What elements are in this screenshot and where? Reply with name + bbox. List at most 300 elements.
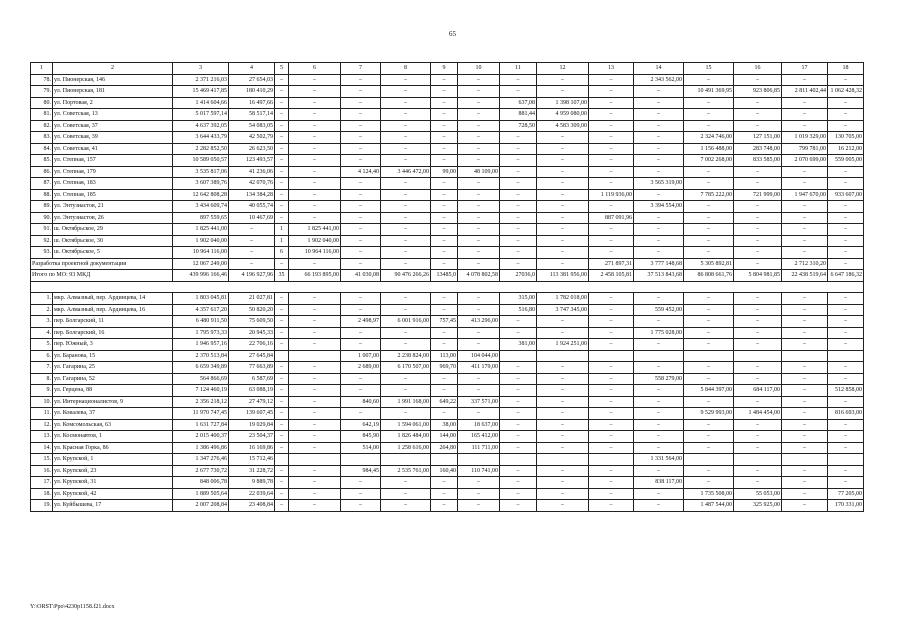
table-cell: – xyxy=(500,408,537,420)
table-cell: – xyxy=(734,316,782,328)
table-cell: – xyxy=(734,74,782,86)
table-cell: – xyxy=(734,339,782,351)
table-cell: – xyxy=(782,419,828,431)
table-cell: 1 414 604,66 xyxy=(173,97,229,109)
table-cell: 2 238 824,00 xyxy=(381,350,431,362)
table-cell: – xyxy=(734,396,782,408)
table-cell: 3 535 817,06 xyxy=(173,166,229,178)
table-cell: 27036,0 xyxy=(500,270,537,282)
table-cell: – xyxy=(458,247,500,259)
table-cell: 3 777 148,68 xyxy=(634,258,684,270)
table-cell: – xyxy=(275,362,289,374)
design-docs-row xyxy=(31,258,864,270)
table-cell: – xyxy=(589,247,634,259)
table-cell: – xyxy=(634,166,684,178)
table-cell: – xyxy=(782,442,828,454)
table-cell: – xyxy=(684,178,734,190)
table-cell: – xyxy=(431,385,458,397)
table-cell: 11. xyxy=(31,408,53,420)
table-cell: – xyxy=(500,247,537,259)
table-cell: – xyxy=(341,339,381,351)
table-cell: – xyxy=(458,74,500,86)
table-cell: – xyxy=(275,488,289,500)
table-cell: – xyxy=(589,362,634,374)
table-cell: – xyxy=(229,224,275,236)
table-cell: – xyxy=(381,304,431,316)
table-cell: – xyxy=(782,201,828,213)
table-cell: – xyxy=(500,86,537,98)
table-cell xyxy=(341,454,381,466)
table-cell: 840,60 xyxy=(341,396,381,408)
table-cell: 48 109,00 xyxy=(458,166,500,178)
table-cell: 637,08 xyxy=(500,97,537,109)
table-cell: 1 386 496,86 xyxy=(173,442,229,454)
table-cell: – xyxy=(500,419,537,431)
table-cell: – xyxy=(381,385,431,397)
footer-file-path: Y:\ORST\Ppo\4230p1158.f21.docx xyxy=(30,604,115,610)
table-cell: – xyxy=(458,189,500,201)
table-row xyxy=(31,155,864,167)
table-cell: – xyxy=(634,488,684,500)
table-cell: 15. xyxy=(31,454,53,466)
table-cell: – xyxy=(289,500,341,512)
page-number: 65 xyxy=(449,30,456,38)
table-cell: – xyxy=(684,74,734,86)
table-cell: – xyxy=(289,120,341,132)
table-cell: – xyxy=(458,86,500,98)
table-cell: – xyxy=(684,373,734,385)
table-cell: – xyxy=(828,120,864,132)
table-cell: 110 741,00 xyxy=(458,465,500,477)
table-row xyxy=(31,373,864,385)
table-cell: 15 469 417,85 xyxy=(173,86,229,98)
table-cell: – xyxy=(500,362,537,374)
table-cell: – xyxy=(734,431,782,443)
table-cell: 18 xyxy=(828,63,864,75)
table-cell: ул. Степная, 183 xyxy=(53,178,173,190)
table-cell: 58 517,14 xyxy=(229,109,275,121)
table-cell: – xyxy=(782,235,828,247)
table-cell: – xyxy=(828,235,864,247)
table-cell: 113,00 xyxy=(431,350,458,362)
header-row xyxy=(31,63,864,75)
table-cell: – xyxy=(289,189,341,201)
table-cell: – xyxy=(782,396,828,408)
table-cell: 11 970 747,45 xyxy=(173,408,229,420)
table-cell: – xyxy=(828,442,864,454)
table-cell: 2 370 513,84 xyxy=(173,350,229,362)
table-cell: 2 458 105,81 xyxy=(589,270,634,282)
table-cell: – xyxy=(381,408,431,420)
table-cell: 18. xyxy=(31,488,53,500)
table-cell: 41 236,06 xyxy=(229,166,275,178)
table-cell: – xyxy=(634,442,684,454)
table-cell: 180 410,29 xyxy=(229,86,275,98)
table-cell: 12 067 249,00 xyxy=(173,258,229,270)
table-cell: 1 062 428,32 xyxy=(828,86,864,98)
table-cell: – xyxy=(500,316,537,328)
table-cell: 315,00 xyxy=(500,293,537,305)
table-row xyxy=(31,132,864,144)
table-cell: 6 480 911,50 xyxy=(173,316,229,328)
table-cell: – xyxy=(500,488,537,500)
table-cell: Итого по МО: 93 МКД xyxy=(31,270,173,282)
table-cell: – xyxy=(500,442,537,454)
table-cell: – xyxy=(828,224,864,236)
table-cell: 881,44 xyxy=(500,109,537,121)
table-cell: 887 091,96 xyxy=(589,212,634,224)
table-cell: 512 858,00 xyxy=(828,385,864,397)
table-cell xyxy=(537,454,589,466)
table-cell: – xyxy=(684,224,734,236)
table-cell: – xyxy=(431,304,458,316)
table-cell: – xyxy=(341,97,381,109)
table-cell: 31 228,72 xyxy=(229,465,275,477)
table-cell: 92. xyxy=(31,235,53,247)
table-row xyxy=(31,408,864,420)
table-cell: 27 479,12 xyxy=(229,396,275,408)
table-cell: – xyxy=(684,316,734,328)
table-cell: – xyxy=(458,97,500,109)
table-cell: – xyxy=(275,258,289,270)
table-cell: – xyxy=(782,178,828,190)
table-cell: – xyxy=(458,224,500,236)
table-cell: 264,80 xyxy=(431,442,458,454)
table-cell: – xyxy=(289,178,341,190)
table-cell: 10. xyxy=(31,396,53,408)
table-row xyxy=(31,143,864,155)
table-cell: – xyxy=(431,500,458,512)
table-cell xyxy=(431,454,458,466)
table-cell: 42 070,76 xyxy=(229,178,275,190)
table-cell: – xyxy=(589,166,634,178)
table-cell: – xyxy=(589,304,634,316)
table-cell: – xyxy=(537,488,589,500)
table-cell: – xyxy=(634,189,684,201)
table-cell: – xyxy=(828,201,864,213)
table-cell: – xyxy=(828,258,864,270)
table-cell: – xyxy=(537,385,589,397)
table-cell: 90 476 266,26 xyxy=(381,270,431,282)
table-cell: 8 xyxy=(381,63,431,75)
table-cell: – xyxy=(431,339,458,351)
table-cell: 6 xyxy=(289,63,341,75)
table-cell: – xyxy=(828,304,864,316)
table-cell: – xyxy=(734,247,782,259)
table-cell: 1 594 061,00 xyxy=(381,419,431,431)
table-cell: – xyxy=(289,201,341,213)
table-row xyxy=(31,396,864,408)
table-cell: 2 535 761,00 xyxy=(381,465,431,477)
table-cell: – xyxy=(782,465,828,477)
table-cell: – xyxy=(381,132,431,144)
table-cell: – xyxy=(734,178,782,190)
table-cell: – xyxy=(341,132,381,144)
table-cell: 6 659 349,89 xyxy=(173,362,229,374)
table-cell: – xyxy=(431,477,458,489)
table-cell: – xyxy=(589,293,634,305)
table-cell: – xyxy=(431,293,458,305)
table-cell: 7. xyxy=(31,362,53,374)
table-cell: 2 689,00 xyxy=(341,362,381,374)
table-cell: – xyxy=(289,408,341,420)
table-cell: – xyxy=(537,500,589,512)
table-cell: 1 991 168,00 xyxy=(381,396,431,408)
table-cell: 22 039,64 xyxy=(229,488,275,500)
table-cell: – xyxy=(589,419,634,431)
table-cell: 22 438 519,64 xyxy=(782,270,828,282)
table-cell: – xyxy=(381,477,431,489)
table-cell: 5 xyxy=(275,63,289,75)
table-cell: – xyxy=(381,143,431,155)
table-cell: – xyxy=(341,235,381,247)
table-cell: 933 607,00 xyxy=(828,189,864,201)
table-cell: – xyxy=(431,132,458,144)
table-cell: – xyxy=(275,304,289,316)
table-cell: – xyxy=(341,201,381,213)
table-cell: 1 019 329,00 xyxy=(782,132,828,144)
table-cell xyxy=(289,454,341,466)
table-row xyxy=(31,362,864,374)
table-cell: – xyxy=(828,419,864,431)
table-row xyxy=(31,247,864,259)
table-cell: 1 775 028,00 xyxy=(634,327,684,339)
table-cell: – xyxy=(381,212,431,224)
table-cell: 15 712,46 xyxy=(229,454,275,466)
table-cell: 123 493,57 xyxy=(229,155,275,167)
table-cell: ул. Советская, 13 xyxy=(53,109,173,121)
table-cell: ул. Гагарина, 25 xyxy=(53,362,173,374)
table-cell: 439 996 166,46 xyxy=(173,270,229,282)
table-cell: 514,00 xyxy=(341,442,381,454)
table-cell: 7 xyxy=(341,63,381,75)
table-cell: – xyxy=(289,419,341,431)
table-row xyxy=(31,293,864,305)
table-row xyxy=(31,304,864,316)
table-cell: – xyxy=(589,201,634,213)
table-row xyxy=(31,500,864,512)
table-cell: – xyxy=(589,396,634,408)
table-cell: – xyxy=(381,97,431,109)
table-cell: – xyxy=(431,143,458,155)
table-cell: ул. Баранова, 15 xyxy=(53,350,173,362)
table-cell: 3. xyxy=(31,316,53,328)
table-cell: 2 007 208,84 xyxy=(173,500,229,512)
table-cell: – xyxy=(734,304,782,316)
table-cell: 38,00 xyxy=(431,419,458,431)
table-cell: 838 117,00 xyxy=(634,477,684,489)
table-cell: – xyxy=(275,316,289,328)
table-row xyxy=(31,166,864,178)
table-cell: – xyxy=(734,166,782,178)
table-cell: 7 124 460,19 xyxy=(173,385,229,397)
table-cell: – xyxy=(458,500,500,512)
table-cell: 78. xyxy=(31,74,53,86)
table-cell: – xyxy=(275,327,289,339)
table-cell: 3 644 433,79 xyxy=(173,132,229,144)
table-cell: – xyxy=(381,235,431,247)
table-cell: 411 179,00 xyxy=(458,362,500,374)
table-cell: – xyxy=(734,293,782,305)
table-cell: 127 151,00 xyxy=(734,132,782,144)
table-cell: 1 825 441,00 xyxy=(173,224,229,236)
table-cell: 83. xyxy=(31,132,53,144)
table-row xyxy=(31,385,864,397)
table-cell: 14. xyxy=(31,442,53,454)
table-cell: – xyxy=(289,488,341,500)
table-cell: 1 484 454,00 xyxy=(734,408,782,420)
table-cell: – xyxy=(341,86,381,98)
table-cell: 1 xyxy=(275,224,289,236)
table-cell: – xyxy=(289,327,341,339)
table-cell: 89. xyxy=(31,201,53,213)
table-cell: – xyxy=(289,143,341,155)
table-cell: 2 498,97 xyxy=(341,316,381,328)
table-cell: – xyxy=(828,477,864,489)
table-cell: – xyxy=(341,247,381,259)
table-cell: ул. Крупской, 1 xyxy=(53,454,173,466)
table-cell: – xyxy=(500,373,537,385)
table-cell: 1 902 040,00 xyxy=(289,235,341,247)
table-cell: – xyxy=(275,86,289,98)
table-cell: 3 434 609,74 xyxy=(173,201,229,213)
table-cell: – xyxy=(289,339,341,351)
table-cell: 87. xyxy=(31,178,53,190)
table-row xyxy=(31,212,864,224)
table-cell: 10 xyxy=(458,63,500,75)
table-cell: 77 663,89 xyxy=(229,362,275,374)
table-cell: – xyxy=(589,408,634,420)
table-cell: 4 357 617,20 xyxy=(173,304,229,316)
table-cell: – xyxy=(828,293,864,305)
table-cell: – xyxy=(634,86,684,98)
table-cell: – xyxy=(634,362,684,374)
table-row xyxy=(31,178,864,190)
table-cell: – xyxy=(500,212,537,224)
table-cell: – xyxy=(537,155,589,167)
table-cell: – xyxy=(381,74,431,86)
table-cell: – xyxy=(828,178,864,190)
table-cell: 1 007,00 xyxy=(341,350,381,362)
table-cell: 1 487 544,00 xyxy=(684,500,734,512)
table-cell: 1 156 488,00 xyxy=(684,143,734,155)
table-cell: – xyxy=(381,109,431,121)
table-row xyxy=(31,189,864,201)
table-cell: 144,00 xyxy=(431,431,458,443)
table-row xyxy=(31,477,864,489)
table-cell: – xyxy=(458,488,500,500)
table-cell: – xyxy=(634,465,684,477)
table-cell: – xyxy=(634,500,684,512)
table-cell: – xyxy=(782,431,828,443)
table-cell: 1 924 251,00 xyxy=(537,339,589,351)
table-cell: – xyxy=(782,304,828,316)
table-cell: – xyxy=(782,293,828,305)
table-cell: – xyxy=(381,258,431,270)
table-cell: 3 446 472,00 xyxy=(381,166,431,178)
table-cell: – xyxy=(431,97,458,109)
table-cell: – xyxy=(289,304,341,316)
table-cell: – xyxy=(341,408,381,420)
table-cell: 1 803 045,81 xyxy=(173,293,229,305)
table-cell: – xyxy=(289,293,341,305)
table-cell: ул. Красная Горка, 86 xyxy=(53,442,173,454)
table-cell: – xyxy=(275,477,289,489)
table-cell: – xyxy=(289,373,341,385)
table-cell: – xyxy=(828,109,864,121)
table-cell: мкр. Алмазный, пер. Ардинцева, 16 xyxy=(53,304,173,316)
table-cell: – xyxy=(734,442,782,454)
table-row xyxy=(31,431,864,443)
table-cell: – xyxy=(782,373,828,385)
table-cell: 99,00 xyxy=(431,166,458,178)
data-table xyxy=(30,62,864,512)
table-cell: – xyxy=(500,235,537,247)
table-cell: 40 055,74 xyxy=(229,201,275,213)
table-cell: – xyxy=(341,385,381,397)
table-cell: – xyxy=(500,189,537,201)
table-cell: – xyxy=(289,166,341,178)
table-cell: ул. Портовая, 2 xyxy=(53,97,173,109)
table-cell: – xyxy=(634,109,684,121)
table-cell: 10 589 050,57 xyxy=(173,155,229,167)
table-cell xyxy=(734,350,782,362)
table-cell: 165 412,00 xyxy=(458,431,500,443)
table-cell xyxy=(782,454,828,466)
table-cell: 17 xyxy=(782,63,828,75)
table-cell: – xyxy=(275,155,289,167)
table-cell: 41 030,08 xyxy=(341,270,381,282)
table-cell: – xyxy=(431,373,458,385)
table-cell: 54 083,05 xyxy=(229,120,275,132)
table-cell: – xyxy=(381,500,431,512)
table-cell: – xyxy=(341,293,381,305)
table-cell: 3 747 345,00 xyxy=(537,304,589,316)
table-cell: 3 394 554,00 xyxy=(634,201,684,213)
table-cell: 77 205,00 xyxy=(828,488,864,500)
table-cell: – xyxy=(589,316,634,328)
table-cell: 55 053,00 xyxy=(734,488,782,500)
table-cell: 134 384,28 xyxy=(229,189,275,201)
table-cell: – xyxy=(458,373,500,385)
table-cell: 4. xyxy=(31,327,53,339)
table-cell: – xyxy=(828,74,864,86)
table-cell: 833 585,00 xyxy=(734,155,782,167)
table-cell: 7 785 222,00 xyxy=(684,189,734,201)
table-cell: ул. Советская, 37 xyxy=(53,120,173,132)
table-cell: – xyxy=(734,120,782,132)
table-cell xyxy=(500,350,537,362)
table-cell: – xyxy=(341,258,381,270)
table-cell: 684 117,00 xyxy=(734,385,782,397)
table-cell: – xyxy=(275,178,289,190)
table-cell: 86 808 661,76 xyxy=(684,270,734,282)
table-cell: 6 647 186,32 xyxy=(828,270,864,282)
table-cell: 897 559,65 xyxy=(173,212,229,224)
table-cell: 337 571,00 xyxy=(458,396,500,408)
table-cell: 2 343 562,00 xyxy=(634,74,684,86)
table-cell: – xyxy=(341,224,381,236)
table-cell: – xyxy=(275,396,289,408)
table-cell: 23 504,37 xyxy=(229,431,275,443)
table-cell: 1. xyxy=(31,293,53,305)
table-cell: 1 889 505,64 xyxy=(173,488,229,500)
table-cell: – xyxy=(275,431,289,443)
table-cell: – xyxy=(500,224,537,236)
table-cell: – xyxy=(458,293,500,305)
table-cell: ул. Куйбышева, 17 xyxy=(53,500,173,512)
table-cell: 4 637 392,05 xyxy=(173,120,229,132)
